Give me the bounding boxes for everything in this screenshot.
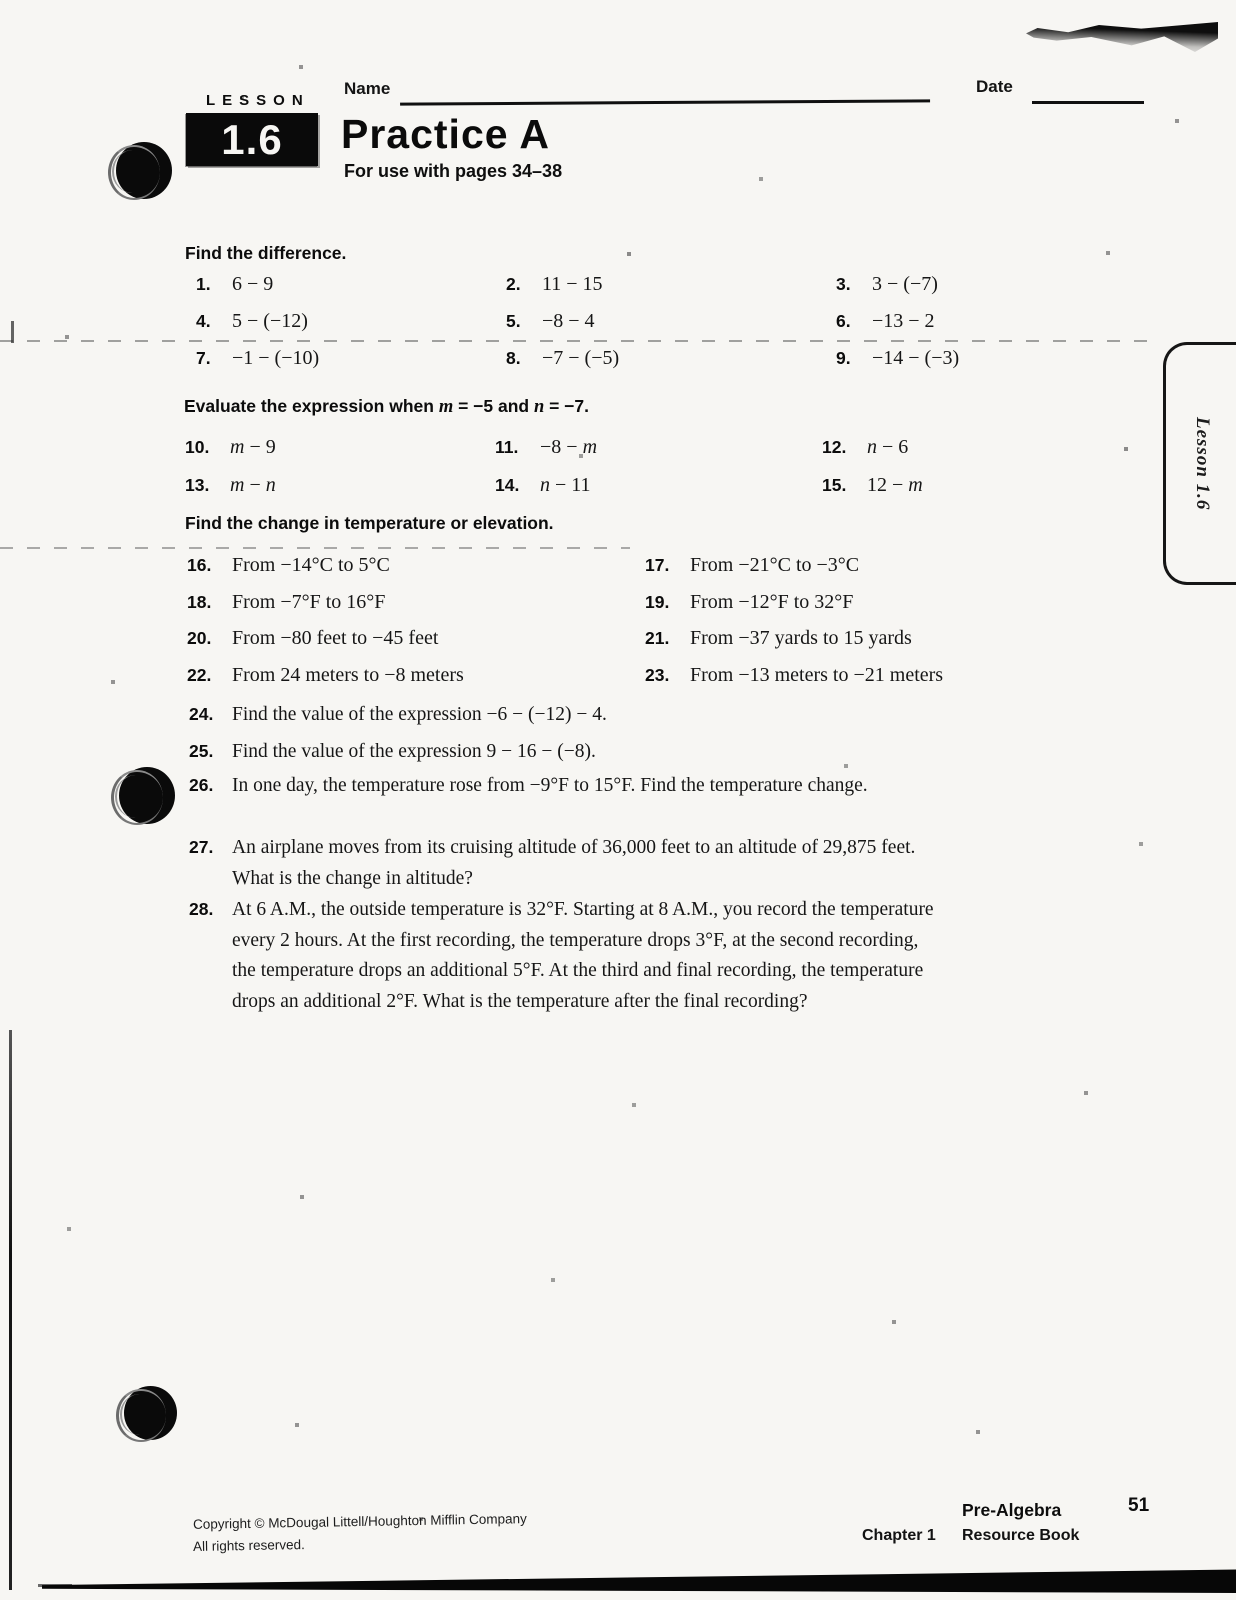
footer-book-name: Pre-Algebra	[962, 1500, 1062, 1520]
problem-number: 17.	[645, 555, 670, 575]
problem-grid-temperature	[187, 549, 1147, 695]
problem-expression: −13 − 2	[872, 310, 935, 332]
problem-3	[836, 268, 1166, 305]
heading-text: = −7.	[544, 396, 589, 416]
expr-variable: n	[540, 474, 550, 496]
hole-punch-top	[116, 142, 172, 199]
problem-number: 28.	[189, 899, 214, 919]
problem-7	[196, 342, 506, 379]
heading-variable-n: n	[533, 397, 545, 417]
problem-1	[196, 268, 506, 305]
problem-5	[506, 305, 836, 342]
problem-expression: From −12°F to 32°F	[690, 590, 854, 613]
page-title: Practice A	[341, 111, 551, 157]
problem-number: 19.	[645, 591, 670, 612]
heading-variable-m: m	[438, 397, 454, 417]
copyright-line-1: Copyright © McDougal Littell/Houghton Mifflin Company	[192, 1511, 527, 1532]
footer-book-type: Resource Book	[962, 1527, 1080, 1544]
problem-expression: From −14°C to 5°C	[232, 554, 390, 576]
problem-expression	[867, 469, 923, 501]
page-subtitle: For use with pages 34–38	[344, 161, 563, 181]
problem-number: 6.	[836, 311, 851, 331]
expr-variable: m	[582, 436, 598, 458]
problem-number: 4.	[196, 311, 211, 331]
date-blank-line[interactable]	[1032, 76, 1144, 104]
expr-variable: m	[230, 436, 245, 458]
problem-expression: From −37 yards to 15 yards	[690, 627, 912, 649]
heading-text: Evaluate the expression when	[184, 396, 439, 416]
problem-grid-difference	[196, 268, 1166, 379]
problem-18	[187, 586, 645, 623]
problem-expression	[230, 431, 276, 463]
copyright-line-2: All rights reserved.	[192, 1537, 305, 1554]
problem-number: 26.	[189, 775, 214, 795]
problem-text: Find the value of the expression −6 − (−12) − 4.	[232, 704, 607, 725]
lesson-number-badge	[186, 113, 318, 166]
problem-2	[506, 268, 836, 305]
problem-text: At 6 A.M., the outside temperature is 32°F. Starting at 8 A.M., you record the temperature every 2 hours. At the first recording, the temperature drops 3°F, at the second recording, the temperature drops an additional 5°F. At the third and final recording, the temperature drops an additional 2°F. What is the temperature after the final recording?	[232, 899, 934, 1012]
problem-number: 13.	[185, 475, 210, 495]
problem-11	[495, 431, 822, 469]
problem-expression: From −21°C to −3°C	[690, 554, 860, 576]
problem-number: 10.	[185, 437, 210, 457]
problem-number: 14.	[495, 475, 520, 495]
problem-number: 23.	[645, 664, 670, 685]
scan-left-edge-line	[9, 1030, 12, 1590]
hole-punch-middle	[119, 767, 175, 824]
expr-part: −	[244, 474, 266, 496]
problem-19	[645, 586, 1147, 623]
problem-17	[645, 549, 1147, 586]
footer-chapter: Chapter 1	[862, 1527, 936, 1544]
lesson-number: 1.6	[221, 115, 283, 163]
problem-number: 20.	[187, 628, 212, 648]
problem-number: 25.	[189, 741, 214, 761]
problem-expression	[867, 431, 908, 463]
problem-expression: 11 − 15	[542, 273, 603, 295]
expr-variable: m	[908, 474, 923, 496]
problem-expression: −8 − 4	[542, 310, 595, 332]
problem-number: 3.	[836, 274, 851, 294]
problem-14	[495, 469, 822, 507]
problem-number: 12.	[822, 437, 847, 457]
problem-number: 9.	[836, 348, 851, 368]
problem-4	[196, 305, 506, 342]
problem-22	[187, 659, 645, 696]
hole-punch-bottom	[124, 1386, 177, 1440]
problem-expression: From −80 feet to −45 feet	[232, 627, 439, 649]
footer-page-number: 51	[1128, 1495, 1150, 1516]
problem-number: 7.	[196, 348, 211, 368]
problem-21	[645, 622, 1147, 659]
expr-part: − 9	[244, 436, 276, 458]
problem-expression: From −7°F to 16°F	[232, 590, 386, 613]
expr-part: 12 −	[867, 474, 909, 496]
problem-9	[836, 342, 1166, 379]
problem-15	[822, 469, 1165, 507]
expr-variable: m	[230, 474, 245, 496]
scan-specks	[0, 0, 2, 2]
problem-10	[185, 431, 495, 469]
problem-number: 5.	[506, 311, 521, 331]
lesson-label: LESSON	[206, 92, 310, 109]
problem-number: 18.	[187, 591, 212, 612]
name-blank-line[interactable]	[400, 74, 930, 105]
expr-part: − 6	[877, 436, 909, 458]
problem-text: Find the value of the expression 9 − 16 − (−8).	[232, 741, 596, 762]
section-heading-evaluate	[184, 396, 589, 418]
problem-24	[189, 700, 944, 731]
problem-expression: From −13 meters to −21 meters	[690, 663, 944, 686]
problem-grid-evaluate	[185, 431, 1165, 507]
expr-variable: n	[265, 474, 276, 496]
problem-text: An airplane moves from its cruising altitude of 36,000 feet to an altitude of 29,875 feet. What is the change in altitude?	[232, 837, 916, 889]
date-label: Date	[976, 77, 1013, 96]
scan-bottom-edge	[42, 1568, 1236, 1594]
problem-expression: 3 − (−7)	[872, 273, 938, 295]
problem-number: 22.	[187, 664, 212, 685]
scan-smudge-top-right	[1026, 22, 1218, 52]
problem-number: 24.	[189, 704, 214, 724]
problem-expression: −1 − (−10)	[232, 347, 320, 369]
problem-number: 8.	[506, 348, 521, 368]
problem-number: 2.	[506, 274, 521, 294]
problem-23	[645, 659, 1147, 696]
section-heading-temperature: Find the change in temperature or elevation.	[185, 513, 554, 533]
expr-part: −8 −	[540, 436, 583, 458]
scan-edge-tick	[11, 321, 14, 343]
problem-25	[189, 737, 944, 768]
problem-number: 21.	[645, 628, 670, 648]
problem-expression: From 24 meters to −8 meters	[232, 663, 464, 686]
expr-part: − 11	[550, 474, 591, 496]
problem-number: 15.	[822, 475, 847, 495]
problem-expression	[540, 469, 591, 501]
problem-expression: −14 − (−3)	[872, 347, 960, 369]
problem-expression	[540, 431, 597, 463]
lesson-side-tab	[1163, 342, 1236, 585]
problem-text: In one day, the temperature rose from −9°F to 15°F. Find the temperature change.	[232, 775, 868, 796]
expr-variable: n	[867, 436, 877, 458]
problem-expression: −7 − (−5)	[542, 347, 620, 369]
heading-text: = −5 and	[453, 396, 534, 416]
problem-20	[187, 622, 645, 659]
problem-28	[189, 895, 944, 1017]
problem-8	[506, 342, 836, 379]
problem-number: 16.	[187, 555, 212, 575]
section-heading-difference: Find the difference.	[185, 243, 347, 263]
problem-number: 27.	[189, 837, 214, 857]
side-tab-label: Lesson 1.6	[1192, 416, 1213, 511]
problem-6	[836, 305, 1166, 342]
name-label: Name	[344, 79, 391, 98]
problem-27	[189, 833, 944, 894]
problem-26	[189, 771, 944, 802]
problem-number: 11.	[495, 437, 519, 457]
problem-13	[185, 469, 495, 507]
problem-number: 1.	[196, 274, 211, 294]
problem-expression: 5 − (−12)	[232, 310, 308, 332]
problem-expression: 6 − 9	[232, 273, 274, 295]
problem-16	[187, 549, 645, 586]
problem-12	[822, 431, 1165, 469]
problem-expression	[230, 469, 276, 501]
